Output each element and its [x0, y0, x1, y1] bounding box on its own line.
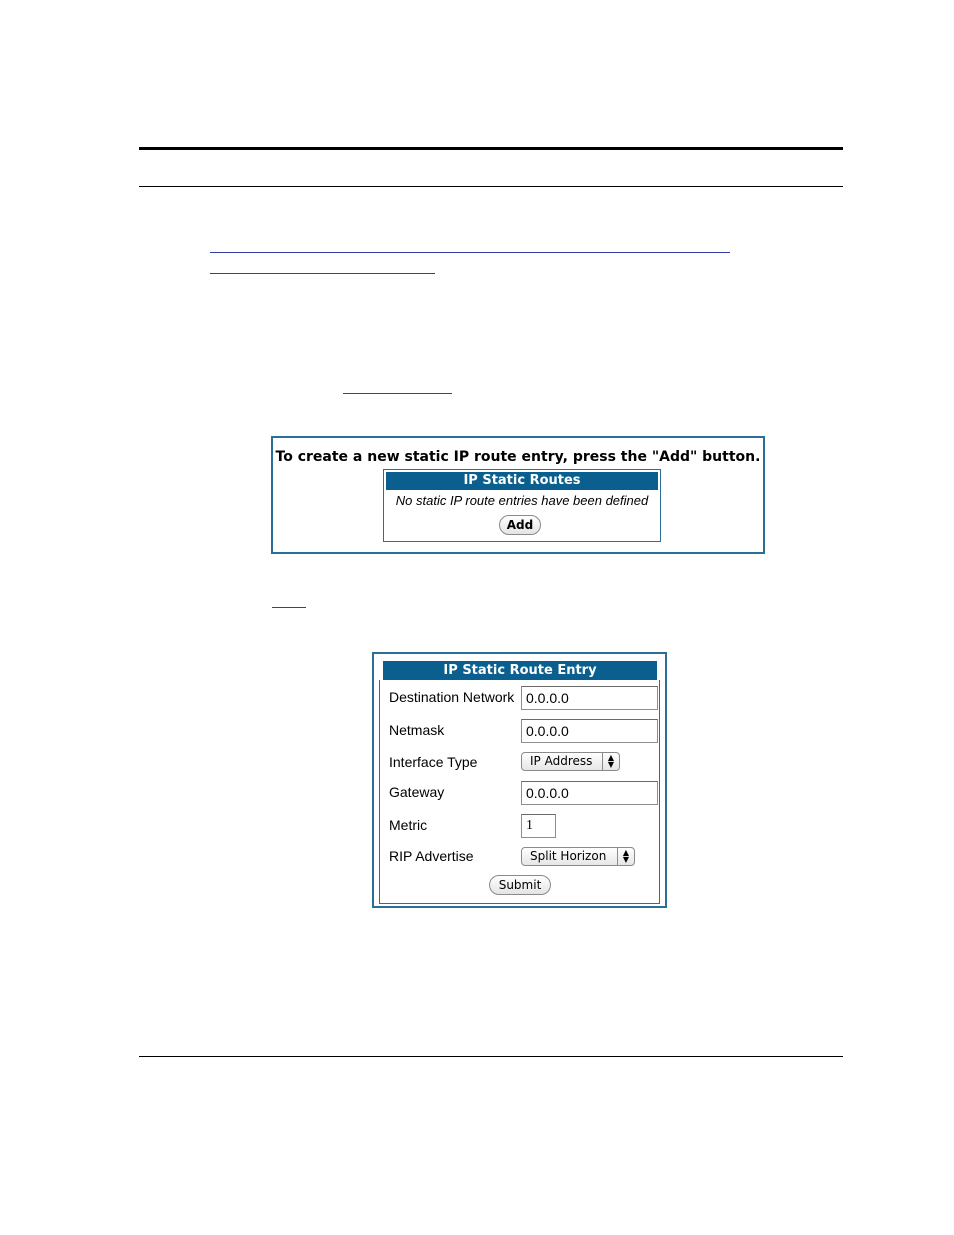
rip-advertise-select[interactable] [521, 847, 635, 866]
destination-network-input[interactable]: 0.0.0.0 [521, 686, 658, 710]
netmask-label: Netmask [389, 722, 445, 738]
route-entry-panel [372, 652, 667, 908]
netmask-input[interactable]: 0.0.0.0 [521, 719, 658, 743]
hyperlink-underline-2[interactable] [210, 273, 435, 274]
rip-advertise-label: RIP Advertise [389, 848, 474, 864]
interface-type-label: Interface Type [389, 754, 478, 770]
route-entry-form [379, 680, 660, 904]
header-rule-thin [139, 186, 843, 187]
footer-rule [139, 1056, 843, 1057]
hyperlink-underline-4[interactable] [272, 607, 306, 608]
add-button[interactable]: Add [499, 515, 541, 535]
select-arrows-icon: ▲ ▼ [617, 848, 634, 865]
hyperlink-underline-3[interactable] [343, 393, 452, 394]
static-routes-panel [271, 436, 765, 554]
interface-type-select[interactable] [521, 752, 620, 771]
add-instruction-text: To create a new static IP route entry, press the "Add" button. [275, 449, 761, 465]
metric-input[interactable]: 1 [521, 814, 556, 838]
submit-button[interactable]: Submit [489, 875, 551, 895]
destination-network-label: Destination Network [389, 689, 515, 705]
gateway-input[interactable]: 0.0.0.0 [521, 781, 658, 805]
hyperlink-underline-1[interactable] [210, 252, 730, 253]
empty-routes-message: No static IP route entries have been defined [395, 493, 649, 508]
select-arrows-icon: ▲ ▼ [602, 753, 619, 770]
static-routes-table [383, 469, 661, 542]
interface-type-value: IP Address [530, 754, 593, 768]
header-rule-thick [139, 147, 843, 150]
rip-advertise-value: Split Horizon [530, 849, 607, 863]
route-entry-header: IP Static Route Entry [383, 661, 657, 680]
static-routes-header: IP Static Routes [386, 472, 658, 490]
metric-label: Metric [389, 817, 428, 833]
gateway-label: Gateway [389, 784, 445, 800]
